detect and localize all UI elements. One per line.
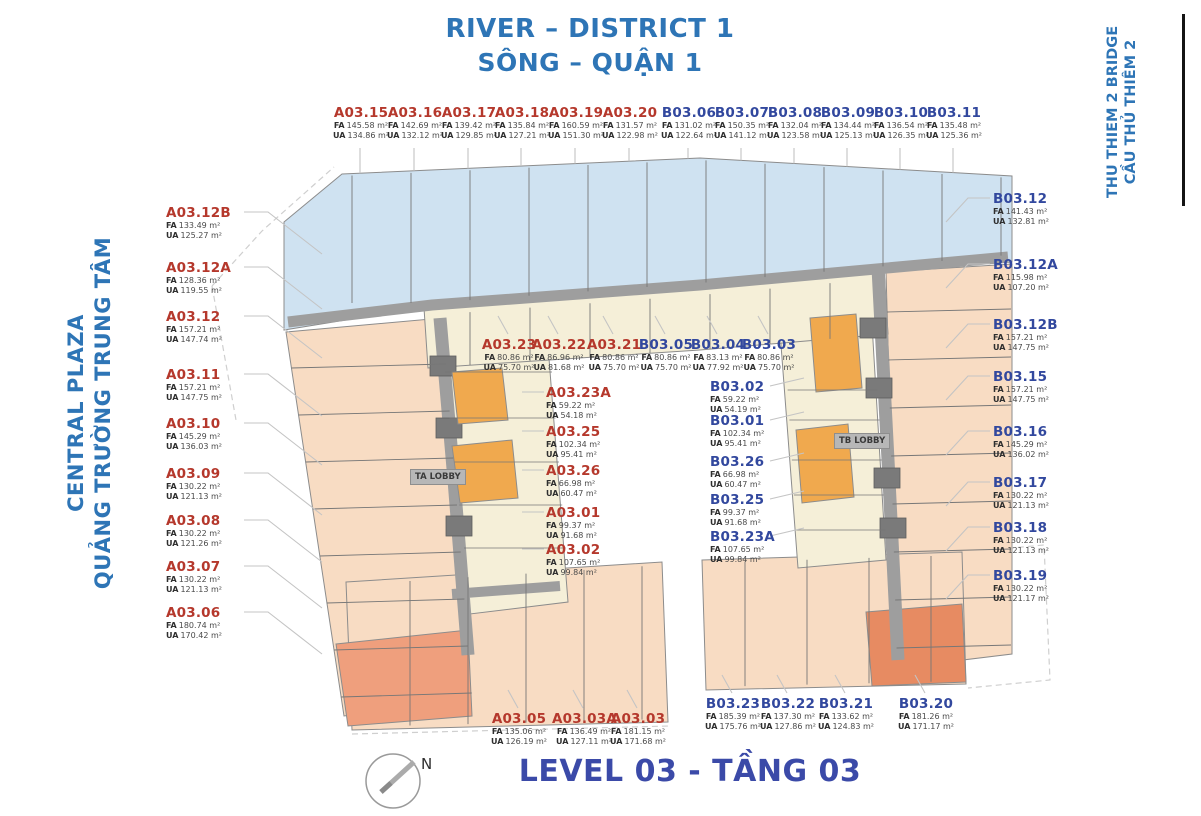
unit-name: B03.08 bbox=[767, 105, 823, 121]
ua-key: UA bbox=[993, 545, 1006, 555]
ua-value: 125.36 m² bbox=[940, 130, 982, 140]
fa-value: 102.34 m² bbox=[722, 428, 765, 438]
unit-name: B03.19 bbox=[993, 568, 1048, 584]
unit-name: A03.10 bbox=[166, 416, 221, 432]
bridge-en: THU THIEM 2 BRIDGE bbox=[1105, 25, 1121, 199]
page-title bbox=[380, 14, 800, 77]
unit-name: A03.19 bbox=[548, 105, 604, 121]
ua-key: UA bbox=[483, 362, 496, 372]
fa-value: 145.29 m² bbox=[1005, 439, 1048, 449]
unit-name: B03.16 bbox=[993, 424, 1048, 440]
ua-value: 121.13 m² bbox=[180, 584, 222, 594]
fa-value: 128.36 m² bbox=[178, 275, 221, 285]
fa-value: 102.34 m² bbox=[558, 439, 601, 449]
ua-value: 127.21 m² bbox=[508, 130, 550, 140]
unit-name: A03.23 bbox=[481, 337, 537, 353]
unit-name: B03.23 bbox=[705, 696, 761, 712]
ua-value: 124.83 m² bbox=[832, 721, 874, 731]
ua-key: UA bbox=[491, 736, 504, 746]
unit-name: A03.16 bbox=[387, 105, 443, 121]
ua-key: UA bbox=[760, 721, 773, 731]
unit-name: B03.23A bbox=[710, 529, 775, 545]
ua-key: UA bbox=[993, 593, 1006, 603]
ua-key: UA bbox=[993, 342, 1006, 352]
ua-key: UA bbox=[743, 362, 756, 372]
ua-value: 171.68 m² bbox=[624, 736, 666, 746]
fa-key: FA bbox=[166, 620, 177, 630]
unit-name: B03.11 bbox=[926, 105, 982, 121]
fa-value: 157.21 m² bbox=[1005, 384, 1048, 394]
unit-name: A03.26 bbox=[546, 463, 601, 479]
ua-value: 127.86 m² bbox=[774, 721, 816, 731]
ua-value: 121.13 m² bbox=[1007, 545, 1049, 555]
fa-key: FA bbox=[387, 120, 399, 130]
fa-value: 115.98 m² bbox=[1005, 272, 1048, 282]
ua-key: UA bbox=[166, 334, 179, 344]
bottom-right-accent-unit bbox=[866, 604, 966, 686]
ua-value: 91.68 m² bbox=[724, 517, 761, 527]
compass-north-label: N bbox=[421, 755, 433, 773]
fa-key: FA bbox=[993, 332, 1004, 342]
ua-key: UA bbox=[993, 394, 1006, 404]
level-title: LEVEL 03 - TẦNG 03 bbox=[518, 754, 862, 789]
fa-value: 180.74 m² bbox=[178, 620, 221, 630]
compass-icon bbox=[366, 754, 420, 808]
unit-name: A03.02 bbox=[546, 542, 601, 558]
fa-value: 133.49 m² bbox=[178, 220, 221, 230]
unit-name: A03.09 bbox=[166, 466, 221, 482]
fa-value: 136.49 m² bbox=[569, 726, 612, 736]
fa-value: 130.22 m² bbox=[178, 481, 221, 491]
fa-value: 137.30 m² bbox=[773, 711, 816, 721]
fa-key: FA bbox=[993, 206, 1004, 216]
fa-key: FA bbox=[873, 120, 885, 130]
fa-value: 107.65 m² bbox=[558, 557, 601, 567]
unit-name: A03.18 bbox=[494, 105, 550, 121]
ua-key: UA bbox=[705, 721, 718, 731]
fa-value: 130.22 m² bbox=[178, 528, 221, 538]
fa-key: FA bbox=[993, 272, 1004, 282]
fa-value: 107.65 m² bbox=[722, 544, 765, 554]
fa-value: 66.98 m² bbox=[722, 469, 760, 479]
unit-name: B03.25 bbox=[710, 492, 765, 508]
fa-value: 59.22 m² bbox=[722, 394, 760, 404]
fa-value: 160.59 m² bbox=[561, 120, 604, 130]
fa-value: 135.48 m² bbox=[939, 120, 982, 130]
ua-key: UA bbox=[714, 130, 727, 140]
fa-key: FA bbox=[926, 120, 938, 130]
ua-key: UA bbox=[166, 630, 179, 640]
ua-key: UA bbox=[494, 130, 507, 140]
fa-key: FA bbox=[767, 120, 779, 130]
fa-key: FA bbox=[760, 711, 772, 721]
ua-key: UA bbox=[546, 449, 559, 459]
unit-name: B03.01 bbox=[710, 413, 765, 429]
fa-value: 132.04 m² bbox=[780, 120, 823, 130]
fa-key: FA bbox=[546, 478, 557, 488]
fa-key: FA bbox=[610, 726, 622, 736]
ua-value: 107.20 m² bbox=[1007, 282, 1049, 292]
fa-key: FA bbox=[494, 120, 506, 130]
ua-value: 122.64 m² bbox=[675, 130, 717, 140]
fa-key: FA bbox=[710, 507, 721, 517]
ua-value: 75.70 m² bbox=[758, 362, 795, 372]
ua-value: 141.12 m² bbox=[728, 130, 770, 140]
ua-key: UA bbox=[588, 362, 601, 372]
fa-key: FA bbox=[993, 535, 1004, 545]
unit-name: B03.22 bbox=[760, 696, 816, 712]
ua-key: UA bbox=[333, 130, 346, 140]
fa-value: 141.43 m² bbox=[1005, 206, 1048, 216]
fa-key: FA bbox=[166, 275, 177, 285]
unit-name: B03.07 bbox=[714, 105, 770, 121]
ua-value: 175.76 m² bbox=[719, 721, 761, 731]
ua-value: 77.92 m² bbox=[707, 362, 744, 372]
unit-name: A03.08 bbox=[166, 513, 221, 529]
fa-key: FA bbox=[602, 120, 614, 130]
ua-key: UA bbox=[546, 410, 559, 420]
unit-name: B03.18 bbox=[993, 520, 1048, 536]
unit-name: A03.12B bbox=[166, 205, 231, 221]
fa-key: FA bbox=[166, 431, 177, 441]
bottom-left-accent-unit bbox=[336, 630, 472, 726]
ua-value: 75.70 m² bbox=[655, 362, 692, 372]
ua-value: 91.68 m² bbox=[560, 530, 597, 540]
fa-key: FA bbox=[548, 120, 560, 130]
fa-key: FA bbox=[491, 726, 503, 736]
ua-value: 121.13 m² bbox=[180, 491, 222, 501]
ua-key: UA bbox=[602, 130, 615, 140]
ua-key: UA bbox=[661, 130, 674, 140]
fa-key: FA bbox=[556, 726, 568, 736]
ua-value: 136.03 m² bbox=[180, 441, 222, 451]
unit-name: A03.15 bbox=[333, 105, 389, 121]
fa-value: 130.22 m² bbox=[1005, 535, 1048, 545]
unit-name: A03.03A bbox=[552, 711, 617, 727]
ua-key: UA bbox=[546, 488, 559, 498]
ua-key: UA bbox=[710, 517, 723, 527]
unit-name: B03.02 bbox=[710, 379, 765, 395]
fa-key: FA bbox=[546, 439, 557, 449]
ua-value: 134.86 m² bbox=[347, 130, 389, 140]
ua-value: 147.75 m² bbox=[180, 392, 222, 402]
unit-name: B03.21 bbox=[818, 696, 874, 712]
ua-key: UA bbox=[710, 479, 723, 489]
unit-name: A03.22 bbox=[531, 337, 587, 353]
unit-name: A03.17 bbox=[441, 105, 497, 121]
fa-key: FA bbox=[993, 439, 1004, 449]
ua-key: UA bbox=[692, 362, 705, 372]
ua-key: UA bbox=[610, 736, 623, 746]
ua-value: 147.74 m² bbox=[180, 334, 222, 344]
ua-value: 125.13 m² bbox=[834, 130, 876, 140]
fa-key: FA bbox=[546, 400, 557, 410]
ua-value: 147.75 m² bbox=[1007, 394, 1049, 404]
ua-value: 147.75 m² bbox=[1007, 342, 1049, 352]
ua-key: UA bbox=[166, 441, 179, 451]
fa-value: 157.21 m² bbox=[178, 382, 221, 392]
fa-key: FA bbox=[641, 352, 653, 362]
ua-value: 171.17 m² bbox=[912, 721, 954, 731]
fa-value: 131.02 m² bbox=[674, 120, 717, 130]
ua-value: 132.12 m² bbox=[401, 130, 443, 140]
ua-key: UA bbox=[820, 130, 833, 140]
ua-value: 126.35 m² bbox=[887, 130, 929, 140]
fa-value: 80.86 m² bbox=[602, 352, 639, 362]
ua-key: UA bbox=[166, 285, 179, 295]
fa-value: 133.62 m² bbox=[831, 711, 874, 721]
right-edge-line bbox=[1182, 14, 1185, 206]
fa-value: 130.22 m² bbox=[178, 574, 221, 584]
fa-key: FA bbox=[333, 120, 345, 130]
ta-lobby-label: TA LOBBY bbox=[410, 469, 466, 485]
ua-value: 129.85 m² bbox=[455, 130, 497, 140]
fa-key: FA bbox=[589, 352, 601, 362]
unit-name: A03.12 bbox=[166, 309, 221, 325]
unit-name: A03.07 bbox=[166, 559, 221, 575]
ua-value: 121.26 m² bbox=[180, 538, 222, 548]
ua-value: 123.58 m² bbox=[781, 130, 823, 140]
ua-value: 170.42 m² bbox=[180, 630, 222, 640]
title-song: SÔNG – QUẬN 1 bbox=[477, 48, 703, 77]
unit-name: A03.06 bbox=[166, 605, 221, 621]
ua-key: UA bbox=[166, 491, 179, 501]
ua-key: UA bbox=[640, 362, 653, 372]
ua-value: 75.70 m² bbox=[603, 362, 640, 372]
central-plaza-en: CENTRAL PLAZA bbox=[64, 314, 88, 512]
fa-value: 130.22 m² bbox=[1005, 490, 1048, 500]
fa-key: FA bbox=[166, 574, 177, 584]
ua-key: UA bbox=[818, 721, 831, 731]
ua-key: UA bbox=[166, 538, 179, 548]
ua-key: UA bbox=[387, 130, 400, 140]
fa-value: 181.15 m² bbox=[623, 726, 666, 736]
fa-key: FA bbox=[710, 428, 721, 438]
fa-value: 80.86 m² bbox=[654, 352, 691, 362]
fa-key: FA bbox=[993, 384, 1004, 394]
fa-value: 80.86 m² bbox=[497, 352, 534, 362]
unit-name: B03.05 bbox=[638, 337, 694, 353]
ua-key: UA bbox=[166, 230, 179, 240]
fa-value: 157.21 m² bbox=[1005, 332, 1048, 342]
fa-key: FA bbox=[166, 382, 177, 392]
fa-key: FA bbox=[744, 352, 756, 362]
ua-value: 125.27 m² bbox=[180, 230, 222, 240]
fa-key: FA bbox=[710, 544, 721, 554]
unit-name: A03.23A bbox=[546, 385, 611, 401]
fa-value: 135.84 m² bbox=[507, 120, 550, 130]
ua-value: 136.02 m² bbox=[1007, 449, 1049, 459]
ua-value: 60.47 m² bbox=[560, 488, 597, 498]
fa-value: 130.22 m² bbox=[1005, 583, 1048, 593]
fa-value: 83.13 m² bbox=[706, 352, 743, 362]
ua-value: 81.68 m² bbox=[548, 362, 585, 372]
fa-key: FA bbox=[818, 711, 830, 721]
ua-value: 54.18 m² bbox=[560, 410, 597, 420]
ua-value: 60.47 m² bbox=[724, 479, 761, 489]
fa-key: FA bbox=[441, 120, 453, 130]
fa-value: 99.37 m² bbox=[722, 507, 760, 517]
unit-name: B03.26 bbox=[710, 454, 765, 470]
tb-lobby-label: TB LOBBY bbox=[834, 433, 890, 449]
ua-key: UA bbox=[546, 530, 559, 540]
ua-value: 95.41 m² bbox=[560, 449, 597, 459]
unit-name: B03.12B bbox=[993, 317, 1058, 333]
fa-value: 136.54 m² bbox=[886, 120, 929, 130]
landmark-thu-thiem-bridge bbox=[1105, 7, 1149, 217]
ua-value: 132.81 m² bbox=[1007, 216, 1049, 226]
ua-key: UA bbox=[533, 362, 546, 372]
fa-key: FA bbox=[693, 352, 705, 362]
ua-key: UA bbox=[710, 438, 723, 448]
ua-key: UA bbox=[546, 567, 559, 577]
ua-key: UA bbox=[166, 584, 179, 594]
unit-name: B03.15 bbox=[993, 369, 1048, 385]
ua-key: UA bbox=[166, 392, 179, 402]
ua-value: 127.11 m² bbox=[570, 736, 612, 746]
unit-name: B03.12 bbox=[993, 191, 1048, 207]
fa-value: 145.29 m² bbox=[178, 431, 221, 441]
unit-name: B03.09 bbox=[820, 105, 876, 121]
ua-key: UA bbox=[993, 216, 1006, 226]
unit-name: A03.20 bbox=[602, 105, 658, 121]
fa-key: FA bbox=[714, 120, 726, 130]
fa-key: FA bbox=[661, 120, 673, 130]
ua-key: UA bbox=[767, 130, 780, 140]
fa-value: 185.39 m² bbox=[718, 711, 761, 721]
fa-value: 142.69 m² bbox=[400, 120, 443, 130]
fa-key: FA bbox=[898, 711, 910, 721]
ua-key: UA bbox=[873, 130, 886, 140]
landmark-central-plaza bbox=[64, 178, 126, 648]
fa-key: FA bbox=[710, 394, 721, 404]
fa-value: 66.98 m² bbox=[558, 478, 596, 488]
ua-key: UA bbox=[441, 130, 454, 140]
ua-value: 119.55 m² bbox=[180, 285, 222, 295]
fa-key: FA bbox=[820, 120, 832, 130]
ua-key: UA bbox=[926, 130, 939, 140]
unit-name: A03.12A bbox=[166, 260, 231, 276]
fa-value: 135.06 m² bbox=[504, 726, 547, 736]
fa-key: FA bbox=[484, 352, 496, 362]
fa-value: 131.57 m² bbox=[615, 120, 658, 130]
ua-value: 54.19 m² bbox=[724, 404, 761, 414]
ua-value: 122.98 m² bbox=[616, 130, 658, 140]
unit-name: B03.04 bbox=[690, 337, 746, 353]
unit-name: B03.20 bbox=[898, 696, 954, 712]
fa-key: FA bbox=[534, 352, 546, 362]
fa-value: 80.86 m² bbox=[757, 352, 794, 362]
fa-value: 157.21 m² bbox=[178, 324, 221, 334]
fa-key: FA bbox=[166, 528, 177, 538]
unit-name: A03.05 bbox=[491, 711, 547, 727]
unit-name: B03.17 bbox=[993, 475, 1048, 491]
fa-key: FA bbox=[993, 490, 1004, 500]
fa-value: 86.96 m² bbox=[547, 352, 584, 362]
unit-name: B03.03 bbox=[741, 337, 797, 353]
fa-value: 134.44 m² bbox=[833, 120, 876, 130]
ua-key: UA bbox=[710, 404, 723, 414]
unit-name: B03.12A bbox=[993, 257, 1058, 273]
unit-name: A03.01 bbox=[546, 505, 601, 521]
fa-key: FA bbox=[546, 557, 557, 567]
ua-key: UA bbox=[898, 721, 911, 731]
unit-name: A03.11 bbox=[166, 367, 221, 383]
ua-value: 126.19 m² bbox=[505, 736, 547, 746]
ua-key: UA bbox=[993, 449, 1006, 459]
unit-name: A03.25 bbox=[546, 424, 601, 440]
unit-name: B03.06 bbox=[661, 105, 717, 121]
ua-value: 121.13 m² bbox=[1007, 500, 1049, 510]
fa-key: FA bbox=[546, 520, 557, 530]
bridge-vi: CẦU THỦ THIÊM 2 bbox=[1123, 39, 1139, 185]
ua-value: 99.84 m² bbox=[560, 567, 597, 577]
ua-value: 75.70 m² bbox=[498, 362, 535, 372]
ua-value: 121.17 m² bbox=[1007, 593, 1049, 603]
ua-key: UA bbox=[548, 130, 561, 140]
fa-key: FA bbox=[710, 469, 721, 479]
fa-value: 150.35 m² bbox=[727, 120, 770, 130]
fa-key: FA bbox=[166, 220, 177, 230]
ua-value: 99.84 m² bbox=[724, 554, 761, 564]
central-plaza-vi: QUẢNG TRƯỜNG TRUNG TÂM bbox=[91, 236, 115, 590]
ua-key: UA bbox=[993, 500, 1006, 510]
fa-value: 145.58 m² bbox=[346, 120, 389, 130]
fa-key: FA bbox=[166, 324, 177, 334]
ua-key: UA bbox=[556, 736, 569, 746]
ua-value: 151.30 m² bbox=[562, 130, 604, 140]
unit-name: A03.03 bbox=[610, 711, 666, 727]
fa-value: 139.42 m² bbox=[454, 120, 497, 130]
ua-key: UA bbox=[993, 282, 1006, 292]
fa-key: FA bbox=[705, 711, 717, 721]
unit-name: A03.21 bbox=[586, 337, 642, 353]
fa-key: FA bbox=[993, 583, 1004, 593]
title-river: RIVER – DISTRICT 1 bbox=[445, 14, 735, 44]
fa-value: 59.22 m² bbox=[558, 400, 596, 410]
fa-value: 99.37 m² bbox=[558, 520, 596, 530]
ua-key: UA bbox=[710, 554, 723, 564]
fa-key: FA bbox=[166, 481, 177, 491]
fa-value: 181.26 m² bbox=[911, 711, 954, 721]
ua-value: 95.41 m² bbox=[724, 438, 761, 448]
unit-name: B03.10 bbox=[873, 105, 929, 121]
